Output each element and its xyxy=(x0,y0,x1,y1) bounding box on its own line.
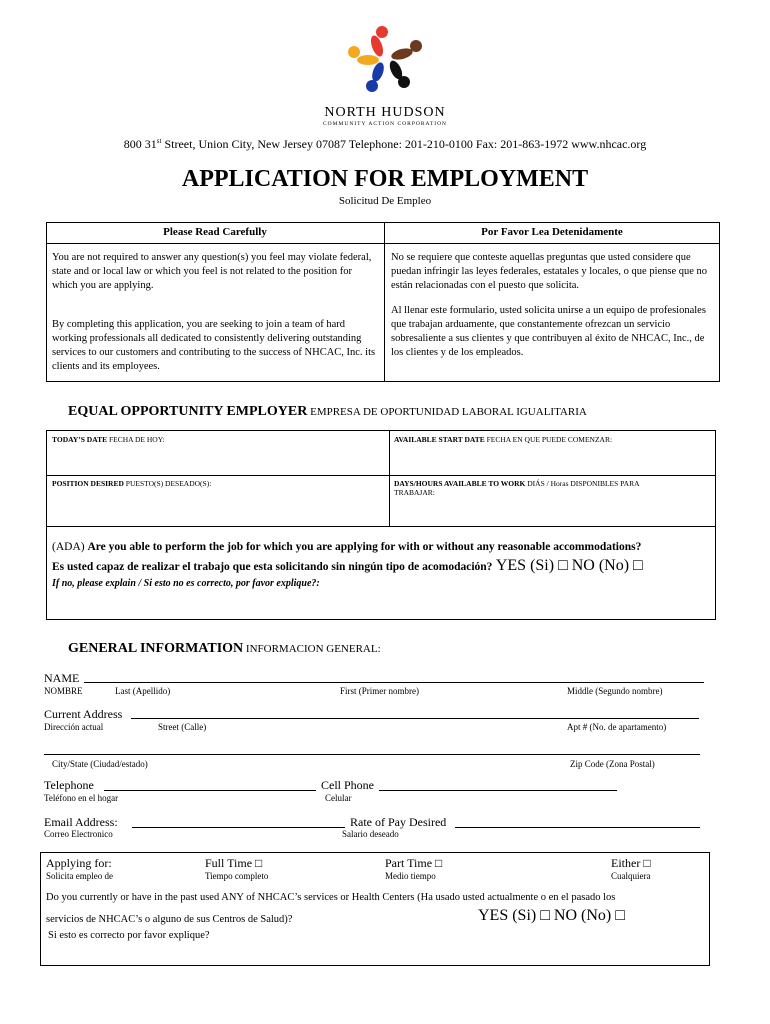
page-subtitle: Solicitud De Empleo xyxy=(338,195,432,207)
notice-paragraph-es-1: No se requiere que conteste aquellas preguntas que usted considere que puedan infringir las leyes federales, estatales y locales, o que piense que no están relacionadas con el puesto que solicita. xyxy=(391,252,708,291)
ada-question-en: (ADA) Are you able to perform the job for which you are applying for with or without any reasonable accommodations? xyxy=(52,541,642,553)
notice-paragraph-es-2: Al llenar este formulario, usted solicita unirse a un equipo de profesionales que trabajan arduamente, que constantemente ofrezcan un servicio sobresaliente a sus clientes y que contribuyen al éxito de NHCAC, Inc., de los clientes y de los empleados. xyxy=(391,305,706,358)
first-name-label: First (Primer nombre) xyxy=(340,686,419,696)
logo-brown-figure-body xyxy=(390,46,414,61)
cell-phone-input-line[interactable] xyxy=(379,790,617,791)
ada-question-es: Es usted capaz de realizar el trabajo que esta solicitando sin ningún tipo de acomodación? YES (Si) □ NO (No) □ xyxy=(52,557,643,574)
full-time-checkbox[interactable]: Full Time □ xyxy=(205,856,263,870)
celular-label: Celular xyxy=(325,793,352,803)
email-address-label: Email Address: xyxy=(44,815,118,829)
logo-figures-icon xyxy=(344,24,428,100)
notice-paragraph-en-1: You are not required to answer any question(s) you feel may violate federal, state and or local law or which you feel is not related to the position for which you are applying. xyxy=(52,252,372,291)
cell-phone-label: Cell Phone xyxy=(321,778,374,792)
organization-logo xyxy=(344,24,428,100)
services-yes-no-checkboxes[interactable]: YES (Si) □ NO (No) □ xyxy=(478,907,625,924)
equal-opportunity-heading: EQUAL OPPORTUNITY EMPLOYER EMPRESA DE OPORTUNIDAD LABORAL IGUALITARIA xyxy=(68,404,587,419)
tiempo-completo-label: Tiempo completo xyxy=(205,871,269,881)
logo-yellow-figure xyxy=(348,46,360,58)
cualquiera-label: Cualquiera xyxy=(611,871,651,881)
either-checkbox[interactable]: Either □ xyxy=(611,856,651,870)
current-address-label: Current Address xyxy=(44,707,123,721)
logo-blue-figure xyxy=(366,80,378,92)
street-label: Street (Calle) xyxy=(158,722,207,732)
logo-yellow-figure-body xyxy=(357,55,379,65)
part-time-checkbox[interactable]: Part Time □ xyxy=(385,856,443,870)
notice-heading-en: Please Read Carefully xyxy=(163,226,267,238)
notice-paragraph-en-2: By completing this application, you are seeking to join a team of hard working professionals all dedicated to consistently delivering outstanding services to our customers and contributing to the success of NHCAC, Inc. its clients and its employees. xyxy=(52,319,376,372)
page-title: APPLICATION FOR EMPLOYMENT xyxy=(181,166,589,192)
apt-label: Apt # (No. de apartamento) xyxy=(567,722,667,732)
city-zip-input-line[interactable] xyxy=(44,754,700,755)
services-explain-label: Si esto es correcto por favor explique? xyxy=(48,930,210,941)
telephone-input-line[interactable] xyxy=(104,790,316,791)
todays-date-field[interactable]: TODAY’S DATE FECHA DE HOY: xyxy=(52,435,165,444)
start-date-field[interactable]: AVAILABLE START DATE FECHA EN QUE PUEDE COMENZAR: xyxy=(394,435,613,444)
logo-red-figure xyxy=(376,26,388,38)
application-fields-box xyxy=(46,430,716,620)
ada-yes-no-checkboxes[interactable]: YES (Si) □ NO (No) □ xyxy=(492,557,643,574)
nhcac-services-question-cont: servicios de NHCAC’s o alguno de sus Centros de Salud)? xyxy=(46,914,293,925)
correo-label: Correo Electronico xyxy=(44,829,113,839)
medio-tiempo-label: Medio tiempo xyxy=(385,871,436,881)
organization-subname: COMMUNITY ACTION CORPORATION xyxy=(322,121,448,127)
nhcac-services-question: Do you currently or have in the past used ANY of NHCAC’s services or Health Centers (Ha usado usted actualmente o en el pasado los xyxy=(46,892,616,903)
zip-code-label: Zip Code (Zona Postal) xyxy=(570,759,655,769)
nombre-label: NOMBRE xyxy=(44,686,83,696)
notice-heading-es: Por Favor Lea Detenidamente xyxy=(481,226,623,238)
name-label: NAME xyxy=(44,671,80,685)
days-hours-field[interactable]: DAYS/HOURS AVAILABLE TO WORK DIÁS / Horas DISPONIBLES PARA TRABAJAR: xyxy=(394,479,640,497)
name-input-line[interactable] xyxy=(84,682,704,683)
organization-name: NORTH HUDSON xyxy=(324,105,446,120)
applying-for-label: Applying for: xyxy=(46,856,112,870)
general-information-heading: GENERAL INFORMATION INFORMACION GENERAL: xyxy=(68,641,381,656)
telefono-label: Teléfono en el hogar xyxy=(44,793,119,803)
rate-of-pay-label: Rate of Pay Desired xyxy=(350,815,447,829)
solicita-label: Solicita empleo de xyxy=(46,871,113,881)
rate-of-pay-input-line[interactable] xyxy=(455,827,700,828)
address-input-line[interactable] xyxy=(131,718,699,719)
position-desired-field[interactable]: POSITION DESIRED PUESTO(S) DESEADO(S): xyxy=(52,479,212,488)
middle-name-label: Middle (Segundo nombre) xyxy=(567,686,663,696)
organization-address: 800 31st Street, Union City, New Jersey 07087 Telephone: 201-210-0100 Fax: 201-863-1972 www.nhcac.org xyxy=(123,137,647,151)
email-input-line[interactable] xyxy=(132,827,345,828)
last-name-label: Last (Apellido) xyxy=(115,686,171,696)
ada-explain-label: If no, please explain / Si esto no es correcto, por favor explique?: xyxy=(52,578,320,589)
salario-label: Salario deseado xyxy=(342,829,399,839)
direccion-label: Dirección actual xyxy=(44,722,104,732)
telephone-label: Telephone xyxy=(44,778,94,792)
city-state-label: City/State (Ciudad/estado) xyxy=(52,759,148,769)
